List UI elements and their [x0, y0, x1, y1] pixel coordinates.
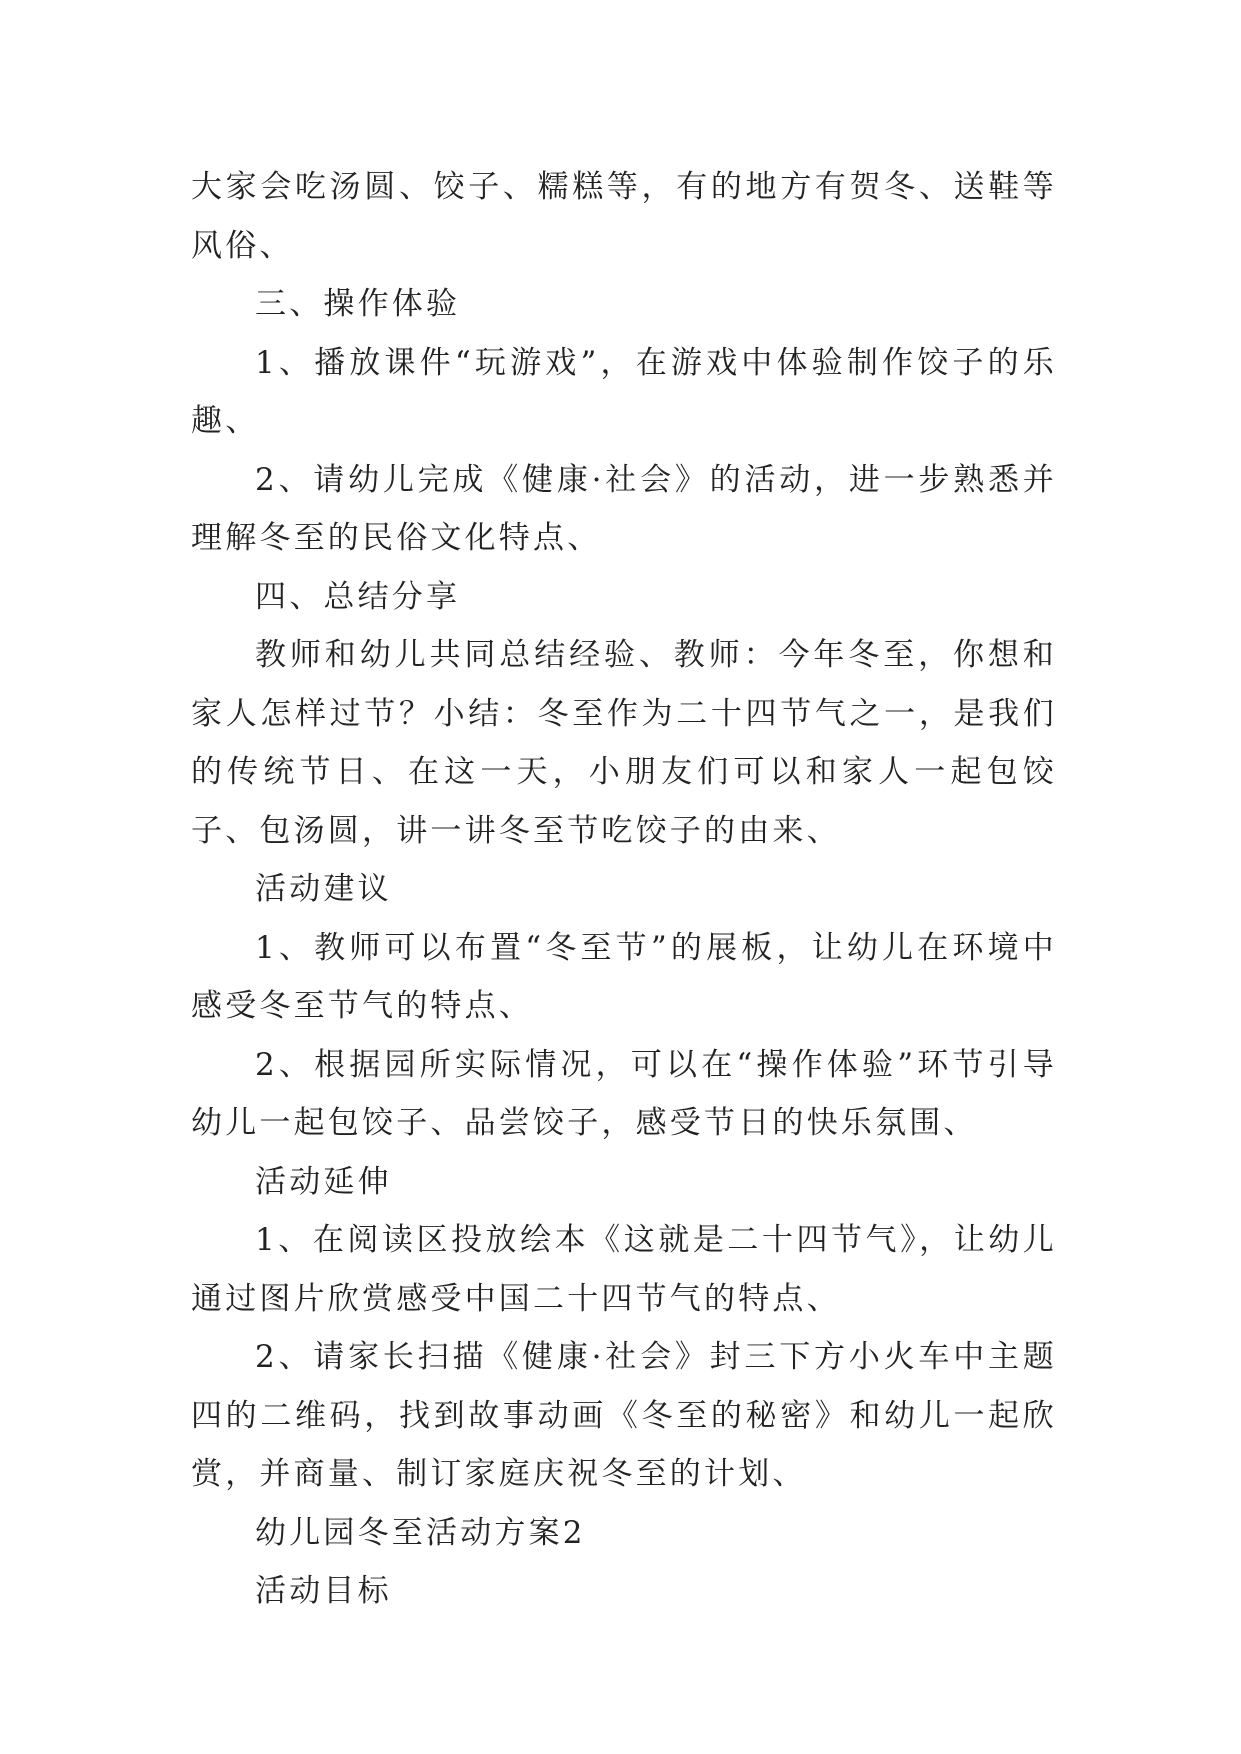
paragraph-summary: 教师和幼儿共同总结经验、教师：今年冬至，你想和家人怎样过节？小结：冬至作为二十四节气之一，是我们的传统节日、在这一天，小朋友们可以和家人一起包饺子、包汤圆，讲一讲冬至节吃饺子的由来、 — [191, 637, 1057, 849]
paragraph-customs: 大家会吃汤圆、饺子、糯糕等，有的地方有贺冬、送鞋等风俗、 — [191, 169, 1057, 264]
heading-activity-extension: 活动延伸 — [255, 1163, 392, 1200]
heading-activity-suggestions: 活动建议 — [255, 871, 392, 907]
paragraph-suggestion-2: 2、根据园所实际情况，可以在“操作体验”环节引导幼儿一起包饺子、品尝饺子，感受节日的快乐氛围、 — [191, 1046, 1057, 1141]
heading-summary-sharing: 四、总结分享 — [255, 578, 461, 615]
heading-activity-goals: 活动目标 — [255, 1573, 392, 1609]
paragraph-extension-2: 2、请家长扫描《健康·社会》封三下方小火车中主题四的二维码，找到故事动画《冬至的秘密》和幼儿一起欣赏，并商量、制订家庭庆祝冬至的计划、 — [191, 1339, 1057, 1492]
paragraph-suggestion-1: 1、教师可以布置“冬至节”的展板，让幼儿在环境中感受冬至节气的特点、 — [191, 929, 1057, 1024]
heading-plan-2: 幼儿园冬至活动方案2 — [255, 1514, 586, 1551]
document-body — [191, 158, 1057, 1621]
paragraph-complete-activity: 2、请幼儿完成《健康·社会》的活动，进一步熟悉并理解冬至的民俗文化特点、 — [191, 461, 1057, 556]
paragraph-extension-1: 1、在阅读区投放绘本《这就是二十四节气》，让幼儿通过图片欣赏感受中国二十四节气的特点、 — [191, 1222, 1057, 1317]
paragraph-play-game: 1、播放课件“玩游戏”，在游戏中体验制作饺子的乐趣、 — [191, 344, 1057, 439]
heading-hands-on-experience: 三、操作体验 — [255, 286, 461, 322]
